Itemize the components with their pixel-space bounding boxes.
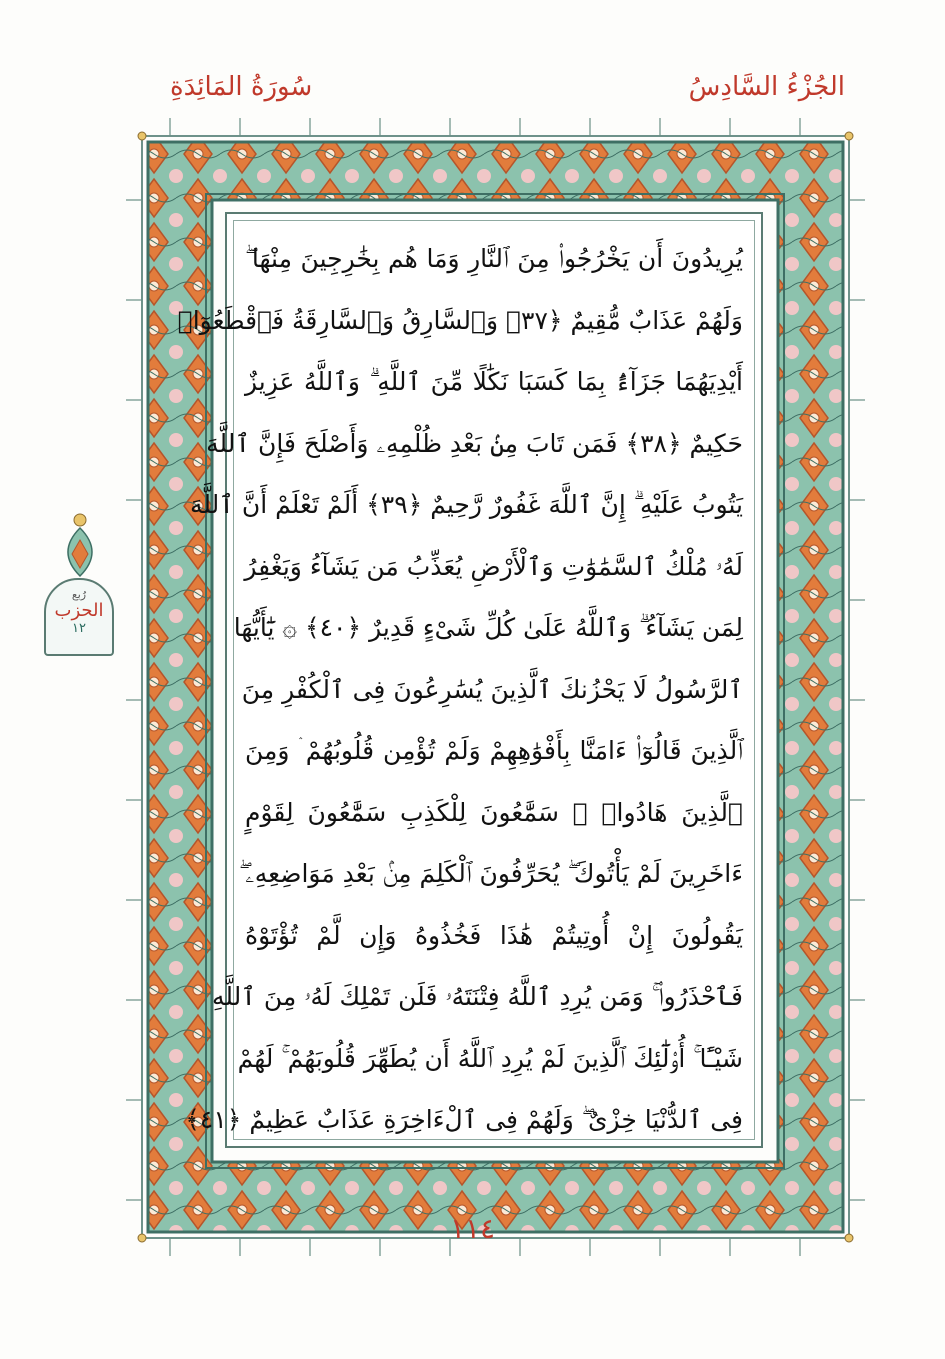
hizb-number: ١٢ bbox=[72, 621, 86, 636]
verse-line: فِى ٱلدُّنْيَا خِزْىٌ ۖ وَلَهُمْ فِى ٱلْءَاخِرَةِ عَذَابٌ عَظِيمٌ ﴿٤١﴾ bbox=[185, 1105, 743, 1134]
side-ornament-icon bbox=[58, 510, 102, 580]
juz-title: الجُزْءُ السَّادِسُ bbox=[688, 72, 845, 102]
verse-line: أَيْدِيَهُمَا جَزَآءًۢ بِمَا كَسَبَا نَكَٰلًا مِّنَ ٱللَّهِ ۗ وَٱللَّهُ عَزِيزٌ bbox=[245, 367, 743, 396]
verse-line: ءَاخَرِينَ لَمْ يَأْتُوكَ ۖ يُحَرِّفُونَ ٱلْكَلِمَ مِنۢ بَعْدِ مَوَاضِعِهِۦ ۖ bbox=[239, 859, 743, 888]
verse-line: حَكِيمٌ ﴿٣٨﴾ فَمَن تَابَ مِنۢ بَعْدِ ظُلْمِهِۦ وَأَصْلَحَ فَإِنَّ ٱللَّهَ bbox=[206, 428, 743, 458]
verse-line: شَيْـًٔا ۚ أُو۟لَٰٓئِكَ ٱلَّذِينَ لَمْ يُرِدِ ٱللَّهُ أَن يُطَهِّرَ قُلُوبَهُمْ ۚ لَهُمْ bbox=[237, 1043, 743, 1073]
verse-line: يَتُوبُ عَلَيْهِ ۗ إِنَّ ٱللَّهَ غَفُورٌ رَّحِيمٌ ﴿٣٩﴾ أَلَمْ تَعْلَمْ أَنَّ ٱللَّهَ bbox=[189, 490, 743, 519]
hizb-quarter-badge bbox=[44, 578, 114, 656]
verse-line: يَقُولُونَ إِنْ أُوتِيتُمْ هَٰذَا فَخُذُوهُ وَإِن لَّمْ تُؤْتَوْهُ bbox=[245, 920, 743, 950]
verse-line: ٱلرَّسُولُ لَا يَحْزُنكَ ٱلَّذِينَ يُسَٰرِعُونَ فِى ٱلْكُفْرِ مِنَ bbox=[241, 674, 743, 704]
verse-lines bbox=[177, 228, 743, 1151]
page-number: ١١٤ bbox=[449, 1212, 496, 1245]
verse-line: يُرِيدُونَ أَن يَخْرُجُوا۟ مِنَ ٱلنَّارِ وَمَا هُم بِخَٰرِجِينَ مِنْهَا ۖ bbox=[245, 244, 743, 273]
verse-line: وَلَهُمْ عَذَابٌ مُّقِيمٌ ﴿٣٧﴾ وَٱلسَّارِقُ وَٱلسَّارِقَةُ فَٱقْطَعُوٓا۟ bbox=[177, 305, 743, 335]
verse-line: لَهُۥ مُلْكُ ٱلسَّمَٰوَٰتِ وَٱلْأَرْضِ يُعَذِّبُ مَن يَشَآءُ وَيَغْفِرُ bbox=[244, 551, 743, 581]
rub-label: رُبع bbox=[71, 588, 87, 601]
hizb-label: الحزب bbox=[54, 600, 104, 621]
surah-title: سُورَةُ المَائِدَةِ bbox=[170, 72, 313, 102]
verse-line: فَٱحْذَرُوا۟ ۚ وَمَن يُرِدِ ٱللَّهُ فِتْنَتَهُۥ فَلَن تَمْلِكَ لَهُۥ مِنَ ٱللَّهِ bbox=[211, 982, 743, 1011]
verse-line: ٱلَّذِينَ قَالُوٓا۟ ءَامَنَّا بِأَفْوَٰهِهِمْ وَلَمْ تُؤْمِن قُلُوبُهُمْ ۛ وَمِنَ bbox=[245, 736, 743, 765]
text-panel bbox=[177, 212, 763, 1148]
verse-line: ٱلَّذِينَ هَادُوا۟ ۛ سَمَّٰعُونَ لِلْكَذِبِ سَمَّٰعُونَ لِقَوْمٍ bbox=[245, 797, 743, 827]
verse-line: لِمَن يَشَآءُ ۗ وَٱللَّهُ عَلَىٰ كُلِّ شَىْءٍ قَدِيرٌ ﴿٤٠﴾ ۞ يَٰٓأَيُّهَا bbox=[233, 613, 743, 642]
